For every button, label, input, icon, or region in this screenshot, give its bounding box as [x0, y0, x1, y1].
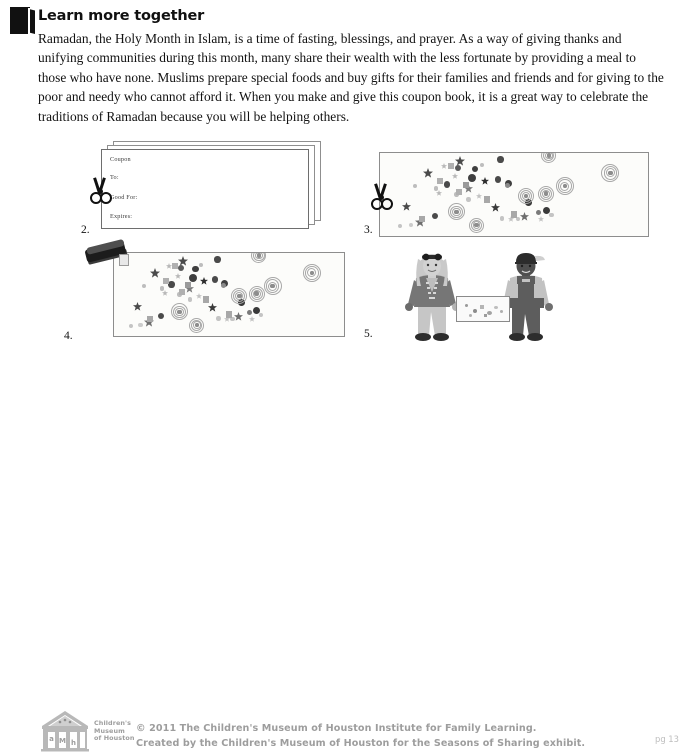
coupon-field-to: To:: [110, 174, 119, 181]
logo-line-1: Children's: [94, 719, 131, 727]
childrens-museum-of-houston-logo: [40, 710, 90, 752]
step-number-3: 3.: [364, 224, 373, 236]
children-illustration: [388, 252, 570, 344]
svg-text:M: M: [59, 737, 66, 745]
coupon-stack-illustration: [95, 141, 325, 233]
step-number-4: 4.: [64, 330, 73, 342]
svg-text:a: a: [49, 735, 54, 743]
step-number-5: 5.: [364, 328, 373, 340]
footer-credit-block: [136, 722, 585, 751]
stapler-icon-step-4: [86, 248, 132, 272]
patterned-paper-step-3: [379, 152, 649, 237]
coupon-book-handoff: [456, 296, 510, 322]
page-number: pg 13: [655, 734, 679, 744]
patterned-paper-step-4: [113, 252, 345, 337]
page-title: Learn more together: [38, 8, 205, 24]
coupon-field-good-for: Good For:: [110, 194, 138, 201]
coupon-field-expires: Expires:: [110, 213, 133, 220]
logo-wordmark: [94, 720, 134, 743]
coupon-card-front: [101, 149, 309, 229]
copyright-line: © 2011 The Children's Museum of Houston Institute for Family Learning.: [136, 723, 537, 734]
intro-paragraph: Ramadan, the Holy Month in Islam, is a time of fasting, blessings, and prayer. As a way of giving thanks and unifying communities during this month, many share their wealth with the less fortunate by providing a meal to those who have none. Muslims prepare special foods and buy gifts for their families and friends and for giving to the poor and needy who cannot afford it. When you make and give this coupon book, it is a great way to celebrate the traditions of Ramadan because you will be helping others.: [38, 31, 664, 124]
scissors-icon-step-3: [370, 183, 392, 209]
step-number-2: 2.: [81, 224, 90, 236]
page-footer: [0, 352, 699, 749]
scissors-icon-step-2: [89, 177, 111, 203]
coupon-heading: Coupon: [110, 156, 131, 163]
created-by-line: Created by the Children's Museum of Houston for the Seasons of Sharing exhibit.: [136, 737, 586, 749]
logo-line-2: Museum: [94, 726, 125, 735]
logo-line-3: of Houston: [94, 734, 135, 743]
svg-text:h: h: [71, 739, 76, 747]
book-icon: [10, 7, 36, 34]
